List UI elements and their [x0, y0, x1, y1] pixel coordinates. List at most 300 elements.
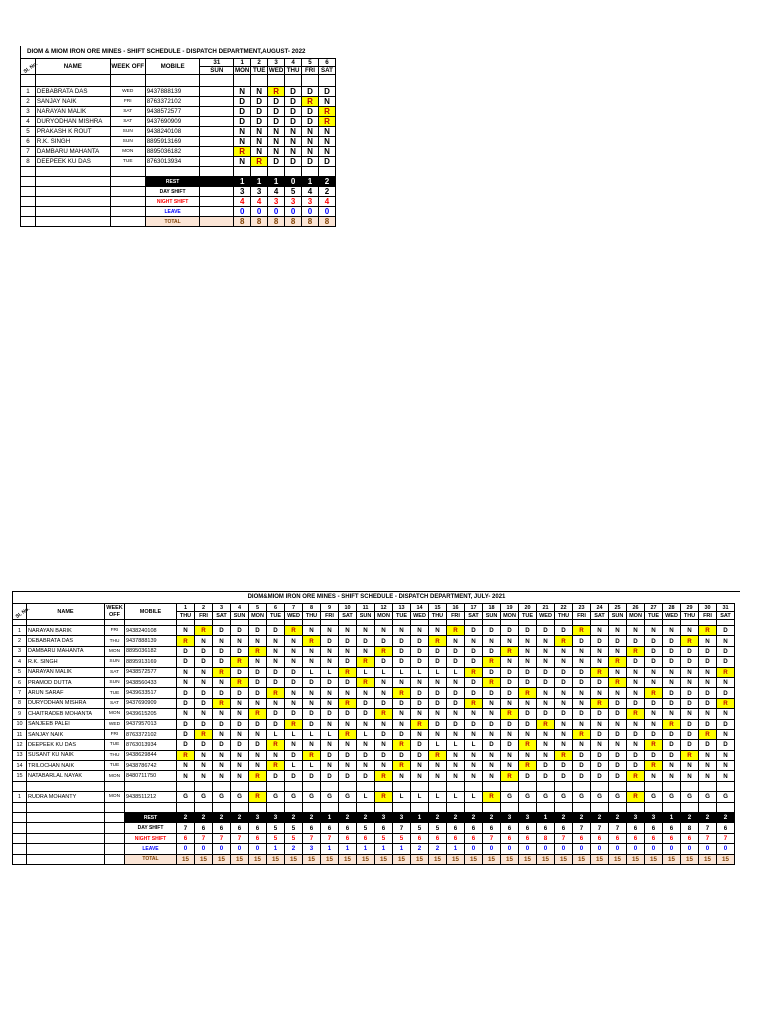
- day-cell: SAT: [591, 612, 609, 620]
- shift-cell: N: [717, 761, 735, 771]
- shift-cell: N: [411, 761, 429, 771]
- shift-cell: G: [609, 792, 627, 802]
- empty-cell: [110, 75, 145, 87]
- shift-cell: L: [447, 667, 465, 677]
- summary-day-value: 6: [555, 823, 573, 833]
- shift-cell: D: [393, 636, 411, 646]
- shift-cell: D: [213, 657, 231, 667]
- day-cell: THU: [681, 612, 699, 620]
- mobile-cell: 9438560433: [125, 677, 177, 687]
- empty-cell: [249, 802, 267, 812]
- shift-cell: R: [249, 646, 267, 656]
- shift-cell: N: [302, 127, 319, 137]
- mobile-cell: 8895913169: [125, 657, 177, 667]
- shift-cell: N: [251, 137, 268, 147]
- empty-cell: [213, 781, 231, 791]
- summary-rest-row: [13, 813, 735, 823]
- summary-rest-value: 2: [357, 813, 375, 823]
- summary-leave-value: 0: [681, 844, 699, 854]
- shift-cell: D: [519, 771, 537, 781]
- shift-cell: N: [249, 657, 267, 667]
- table-row: [21, 147, 336, 157]
- shift-cell: R: [303, 636, 321, 646]
- shift-cell: N: [573, 740, 591, 750]
- weekoff-cell: SUN: [105, 657, 125, 667]
- shift-cell: N: [429, 761, 447, 771]
- summary-total-value: 15: [267, 854, 285, 864]
- shift-cell: N: [249, 636, 267, 646]
- shift-cell: R: [231, 657, 249, 667]
- shift-cell: D: [429, 646, 447, 656]
- shift-cell: D: [645, 729, 663, 739]
- slno-header: Sl. No.: [13, 604, 27, 620]
- shift-cell: D: [267, 709, 285, 719]
- shift-cell: N: [357, 646, 375, 656]
- shift-cell: N: [318, 147, 335, 157]
- slno-cell: 3: [13, 646, 27, 656]
- shift-cell: D: [268, 107, 285, 117]
- shift-cell: R: [573, 626, 591, 636]
- mobile-cell: 9438786742: [125, 761, 177, 771]
- shift-cell: D: [285, 667, 303, 677]
- shift-cell: D: [609, 761, 627, 771]
- shift-cell: D: [268, 157, 285, 167]
- july-table: [12, 603, 735, 865]
- shift-cell: N: [645, 667, 663, 677]
- summary-day-label: DAY SHIFT: [125, 823, 177, 833]
- day-cell: THU: [555, 612, 573, 620]
- mobile-cell: 9437957013: [125, 719, 177, 729]
- summary-rest-value: 2: [303, 813, 321, 823]
- summary-night-value: 6: [573, 833, 591, 843]
- day-cell: TUE: [393, 612, 411, 620]
- summary-day-value: 7: [177, 823, 195, 833]
- summary-leave-value: 0: [285, 207, 302, 217]
- spacer-row: [13, 802, 735, 812]
- day-cell: THU: [285, 67, 302, 75]
- shift-cell: D: [213, 719, 231, 729]
- slno-cell: 1: [13, 792, 27, 802]
- name-header: NAME: [35, 59, 110, 75]
- shift-cell: G: [555, 792, 573, 802]
- summary-leave-value: 0: [213, 844, 231, 854]
- shift-cell: D: [357, 709, 375, 719]
- empty-cell: [105, 802, 125, 812]
- shift-cell: D: [429, 688, 447, 698]
- shift-cell: D: [375, 698, 393, 708]
- summary-night-value: [200, 197, 234, 207]
- shift-cell: D: [591, 729, 609, 739]
- empty-cell: [663, 781, 681, 791]
- shift-cell: R: [177, 636, 195, 646]
- shift-cell: D: [519, 626, 537, 636]
- shift-cell: D: [339, 709, 357, 719]
- empty-cell: [27, 802, 105, 812]
- empty-cell: [145, 75, 200, 87]
- shift-cell: D: [321, 750, 339, 760]
- empty-cell: [21, 167, 36, 177]
- shift-cell: D: [318, 157, 335, 167]
- shift-cell: N: [627, 740, 645, 750]
- slno-cell: 6: [13, 677, 27, 687]
- summary-night-value: 6: [339, 833, 357, 843]
- shift-cell: D: [231, 626, 249, 636]
- summary-night-value: 4: [234, 197, 251, 207]
- shift-cell: N: [573, 719, 591, 729]
- shift-cell: D: [627, 657, 645, 667]
- shift-cell: D: [268, 117, 285, 127]
- table-row: [13, 729, 735, 739]
- day-cell: MON: [234, 67, 250, 74]
- summary-night-value: 6: [663, 833, 681, 843]
- shift-cell: R: [213, 667, 231, 677]
- august-date-row: [21, 59, 336, 67]
- employee-name: NARAYAN MALIK: [27, 667, 105, 677]
- shift-cell: D: [717, 646, 735, 656]
- spacer-row: [21, 167, 336, 177]
- table-row: [13, 771, 735, 781]
- shift-cell: D: [429, 719, 447, 729]
- empty-cell: [717, 781, 735, 791]
- shift-cell: N: [465, 729, 483, 739]
- shift-cell: R: [357, 657, 375, 667]
- shift-cell: N: [231, 771, 249, 781]
- summary-day-value: 6: [645, 823, 663, 833]
- summary-day-value: 6: [339, 823, 357, 833]
- shift-cell: N: [303, 626, 321, 636]
- summary-leave-value: 2: [285, 844, 303, 854]
- summary-total-value: 8: [302, 217, 319, 227]
- empty-cell: [125, 802, 177, 812]
- summary-day-value: 7: [609, 823, 627, 833]
- date-cell: 2: [195, 604, 213, 612]
- summary-rest-value: 2: [447, 813, 465, 823]
- shift-cell: N: [195, 750, 213, 760]
- shift-cell: D: [717, 688, 735, 698]
- shift-cell: D: [251, 107, 268, 117]
- spacer-row: [21, 75, 336, 87]
- shift-cell: D: [627, 698, 645, 708]
- shift-cell: D: [663, 646, 681, 656]
- summary-night-value: 3: [268, 197, 285, 207]
- shift-cell: N: [267, 646, 285, 656]
- day-cell: SAT: [213, 612, 231, 620]
- empty-cell: [357, 802, 375, 812]
- mobile-cell: 8763372102: [145, 97, 200, 107]
- shift-cell: N: [681, 677, 699, 687]
- shift-cell: N: [447, 771, 465, 781]
- shift-cell: N: [267, 636, 285, 646]
- shift-cell: D: [213, 626, 231, 636]
- empty-cell: [35, 197, 110, 207]
- shift-cell: D: [483, 626, 501, 636]
- shift-cell: [200, 147, 234, 157]
- empty-cell: [21, 177, 36, 187]
- shift-cell: D: [519, 709, 537, 719]
- shift-cell: D: [573, 636, 591, 646]
- slno-cell: 3: [21, 107, 36, 117]
- shift-cell: G: [213, 792, 231, 802]
- shift-cell: N: [249, 729, 267, 739]
- shift-cell: N: [717, 677, 735, 687]
- table-row: [13, 750, 735, 760]
- shift-cell: N: [411, 709, 429, 719]
- empty-cell: [234, 167, 251, 177]
- shift-cell: D: [177, 740, 195, 750]
- empty-cell: [339, 781, 357, 791]
- table-row: [21, 107, 336, 117]
- shift-cell: N: [429, 771, 447, 781]
- empty-cell: [110, 207, 145, 217]
- summary-night-value: 6: [411, 833, 429, 843]
- empty-cell: [27, 854, 105, 864]
- shift-cell: N: [519, 636, 537, 646]
- summary-total-label: TOTAL: [125, 854, 177, 864]
- summary-rest-value: 3: [375, 813, 393, 823]
- shift-cell: L: [303, 729, 321, 739]
- shift-cell: N: [591, 688, 609, 698]
- day-cell: MON: [627, 612, 645, 620]
- shift-cell: N: [663, 709, 681, 719]
- shift-cell: R: [393, 740, 411, 750]
- shift-cell: L: [447, 740, 465, 750]
- day-cell: SUN: [609, 612, 627, 620]
- summary-leave-value: 1: [339, 844, 357, 854]
- summary-rest-value: 1: [251, 177, 268, 187]
- shift-cell: L: [285, 729, 303, 739]
- shift-cell: N: [231, 709, 249, 719]
- shift-cell: D: [339, 657, 357, 667]
- shift-cell: D: [573, 667, 591, 677]
- shift-cell: R: [285, 719, 303, 729]
- shift-cell: N: [285, 698, 303, 708]
- summary-night-value: 7: [555, 833, 573, 843]
- summary-total-value: 15: [519, 854, 537, 864]
- empty-cell: [447, 802, 465, 812]
- shift-cell: D: [251, 97, 268, 107]
- empty-cell: [21, 217, 36, 227]
- summary-rest-label: REST: [145, 177, 200, 187]
- shift-cell: N: [573, 698, 591, 708]
- slno-cell: 8: [13, 698, 27, 708]
- summary-night-label: NIGHT SHIFT: [145, 197, 200, 207]
- empty-cell: [268, 75, 285, 87]
- shift-cell: D: [302, 117, 319, 127]
- shift-cell: N: [555, 646, 573, 656]
- summary-night-value: 5: [267, 833, 285, 843]
- shift-cell: R: [645, 761, 663, 771]
- employee-name: DAMBARU MAHANTA: [27, 646, 105, 656]
- shift-cell: G: [519, 792, 537, 802]
- summary-day-value: 5: [285, 187, 302, 197]
- shift-cell: R: [249, 792, 267, 802]
- shift-cell: N: [645, 709, 663, 719]
- date-cell: 20: [519, 604, 537, 612]
- summary-total-value: 15: [303, 854, 321, 864]
- shift-cell: N: [268, 127, 285, 137]
- summary-leave-label: LEAVE: [145, 207, 200, 217]
- shift-cell: N: [519, 646, 537, 656]
- slno-cell: 2: [21, 97, 36, 107]
- shift-cell: N: [609, 646, 627, 656]
- shift-cell: R: [627, 646, 645, 656]
- mobile-cell: 8895913169: [145, 137, 200, 147]
- slno-cell: 2: [13, 636, 27, 646]
- shift-cell: D: [699, 688, 717, 698]
- shift-cell: D: [231, 688, 249, 698]
- empty-cell: [200, 75, 234, 87]
- summary-day-value: 3: [251, 187, 268, 197]
- shift-cell: D: [267, 677, 285, 687]
- shift-cell: N: [519, 729, 537, 739]
- summary-total-value: 15: [663, 854, 681, 864]
- employee-name: SANJAY NAIK: [35, 97, 110, 107]
- weekoff-cell: FRI: [110, 97, 145, 107]
- shift-cell: D: [447, 698, 465, 708]
- summary-total-value: 15: [627, 854, 645, 864]
- weekoff-cell: MON: [105, 792, 125, 802]
- empty-cell: [318, 167, 335, 177]
- table-row: [21, 157, 336, 167]
- spacer-row: [13, 781, 735, 791]
- slno-cell: 10: [13, 719, 27, 729]
- empty-cell: [13, 813, 27, 823]
- date-cell: 24: [591, 604, 609, 612]
- weekoff-header: WEEK OFF: [106, 604, 123, 618]
- shift-cell: N: [537, 729, 555, 739]
- shift-cell: R: [609, 657, 627, 667]
- weekoff-cell: MON: [105, 646, 125, 656]
- shift-cell: D: [195, 719, 213, 729]
- empty-cell: [483, 781, 501, 791]
- slno-cell: 5: [13, 667, 27, 677]
- shift-cell: N: [303, 657, 321, 667]
- shift-cell: R: [213, 698, 231, 708]
- summary-day-value: 6: [249, 823, 267, 833]
- shift-cell: N: [573, 688, 591, 698]
- shift-cell: L: [411, 792, 429, 802]
- table-row: [13, 761, 735, 771]
- shift-cell: R: [681, 636, 699, 646]
- shift-cell: D: [285, 750, 303, 760]
- weekoff-cell: TUE: [105, 688, 125, 698]
- summary-total-value: 15: [717, 854, 735, 864]
- weekoff-cell: MON: [110, 147, 145, 157]
- shift-cell: N: [699, 677, 717, 687]
- shift-cell: N: [591, 657, 609, 667]
- summary-rest-value: 2: [717, 813, 735, 823]
- day-cell: SAT: [339, 612, 357, 620]
- shift-cell: G: [501, 792, 519, 802]
- summary-total-value: 15: [321, 854, 339, 864]
- empty-cell: [303, 802, 321, 812]
- shift-cell: D: [483, 646, 501, 656]
- shift-cell: D: [393, 646, 411, 656]
- shift-cell: N: [357, 761, 375, 771]
- shift-cell: N: [591, 740, 609, 750]
- weekoff-cell: THU: [105, 750, 125, 760]
- slno-header: Sl. No.: [21, 59, 36, 75]
- slno-cell: 9: [13, 709, 27, 719]
- weekoff-header: WEEK OFF: [110, 59, 145, 75]
- shift-cell: D: [645, 698, 663, 708]
- employee-name: SANJAY NAIK: [27, 729, 105, 739]
- weekoff-cell: SAT: [110, 107, 145, 117]
- employee-name: NATABARLAL NAYAK: [27, 771, 105, 781]
- shift-cell: D: [573, 771, 591, 781]
- shift-cell: D: [195, 688, 213, 698]
- shift-cell: N: [268, 137, 285, 147]
- shift-cell: N: [501, 698, 519, 708]
- shift-cell: N: [501, 636, 519, 646]
- date-cell: 30: [699, 604, 717, 612]
- shift-cell: N: [429, 709, 447, 719]
- day-cell: THU: [429, 612, 447, 620]
- shift-cell: R: [267, 761, 285, 771]
- empty-cell: [537, 781, 555, 791]
- shift-cell: D: [249, 740, 267, 750]
- summary-night-value: 6: [591, 833, 609, 843]
- shift-cell: N: [555, 698, 573, 708]
- shift-cell: N: [177, 771, 195, 781]
- shift-cell: D: [501, 667, 519, 677]
- shift-cell: N: [213, 709, 231, 719]
- shift-cell: D: [573, 750, 591, 760]
- empty-cell: [285, 802, 303, 812]
- shift-cell: D: [717, 719, 735, 729]
- slno-cell: 4: [13, 657, 27, 667]
- shift-cell: N: [177, 677, 195, 687]
- day-cell: SAT: [318, 67, 335, 75]
- summary-total-value: 15: [555, 854, 573, 864]
- empty-cell: [645, 781, 663, 791]
- date-cell: 14: [411, 604, 429, 612]
- mobile-cell: 9439615205: [125, 709, 177, 719]
- empty-cell: [251, 167, 268, 177]
- summary-total-value: 8: [251, 217, 268, 227]
- empty-cell: [303, 781, 321, 791]
- summary-rest-value: 2: [231, 813, 249, 823]
- empty-cell: [13, 823, 27, 833]
- summary-total-value: 15: [195, 854, 213, 864]
- summary-night-row: [21, 197, 336, 207]
- shift-cell: D: [681, 729, 699, 739]
- empty-cell: [231, 781, 249, 791]
- day-cell: SUN: [231, 612, 249, 620]
- day-cell: FRI: [573, 612, 591, 620]
- shift-cell: N: [318, 97, 335, 107]
- summary-leave-value: 0: [268, 207, 285, 217]
- shift-cell: D: [609, 729, 627, 739]
- shift-cell: R: [465, 698, 483, 708]
- shift-cell: N: [285, 147, 302, 157]
- summary-day-value: 6: [321, 823, 339, 833]
- summary-rest-value: 2: [609, 813, 627, 823]
- employee-name: PRAMOD DUTTA: [27, 677, 105, 687]
- summary-day-value: 5: [267, 823, 285, 833]
- shift-cell: D: [717, 657, 735, 667]
- summary-leave-value: 0: [249, 844, 267, 854]
- shift-cell: R: [302, 97, 319, 107]
- shift-cell: N: [357, 719, 375, 729]
- shift-cell: D: [249, 667, 267, 677]
- empty-cell: [321, 802, 339, 812]
- empty-cell: [429, 802, 447, 812]
- empty-cell: [285, 167, 302, 177]
- shift-cell: R: [234, 147, 251, 157]
- employee-name: DURYODHAN MISHRA: [35, 117, 110, 127]
- mobile-cell: 8895036182: [145, 147, 200, 157]
